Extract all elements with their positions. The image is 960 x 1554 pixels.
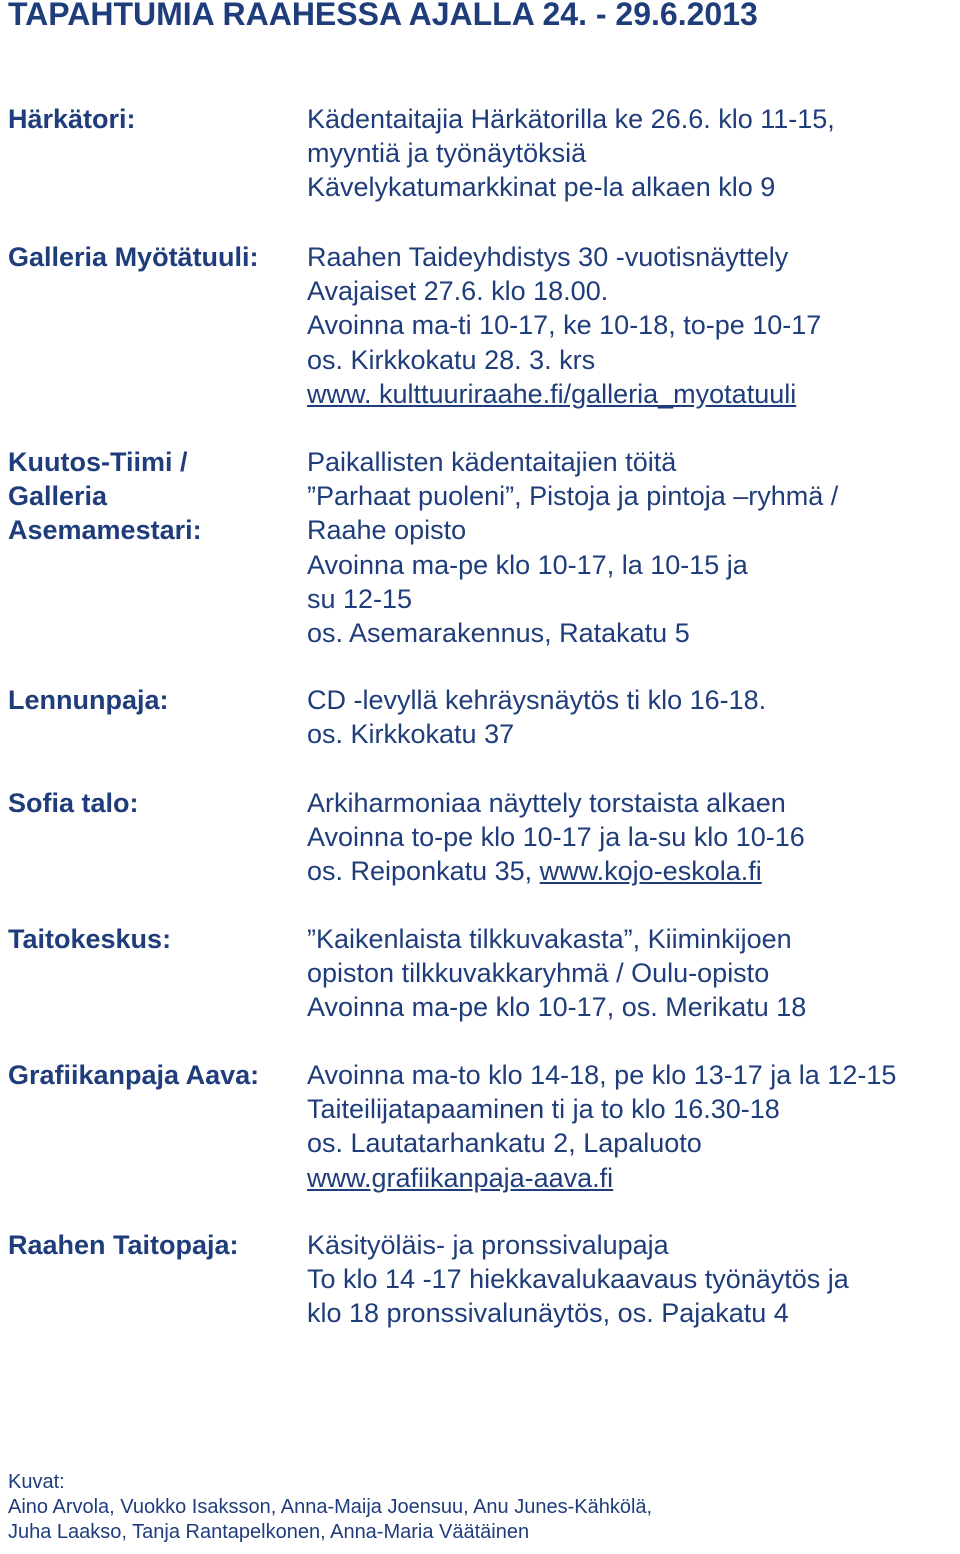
content-line: CD -levyllä kehräysnäytös ti klo 16-18. [307,685,767,715]
content-line: Avoinna to-pe klo 10-17 ja la-su klo 10-16 [307,822,805,853]
section-label [8,1228,239,1262]
section-content [307,1228,849,1331]
section-label [8,683,169,717]
content-line: Paikallisten kädentaitajien töitä [307,447,677,477]
content-line: os. Lautatarhankatu 2, Lapaluoto [307,1128,702,1159]
section-content [307,1058,896,1195]
content-line: Taiteilijatapaaminen ti ja to klo 16.30-18 [307,1094,780,1125]
section-content [307,445,838,650]
label-line: Kuutos-Tiimi / [8,447,188,477]
label-line: Härkätori: [8,104,136,134]
content-line: Avoinna ma-pe klo 10-17, os. Merikatu 18 [307,992,807,1023]
content-line: os. Asemarakennus, Ratakatu 5 [307,618,690,649]
kojo-eskola-link[interactable]: www.kojo-eskola.fi [539,856,762,887]
photo-credits [8,1470,652,1545]
galleria-link[interactable]: www. kulttuuriraahe.fi/galleria_myotatuuli [307,378,797,409]
section-label [8,786,139,820]
section-label [8,445,202,547]
content-line: su 12-15 [307,583,413,614]
content-line: Kävelykatumarkkinat pe-la alkaen klo 9 [307,172,776,203]
label-line: Asemamestari: [8,515,202,545]
section-content [307,240,821,411]
content-line: os. Kirkkokatu 37 [307,719,515,750]
section-content [307,683,766,751]
address-line [307,854,805,888]
section-label [8,102,136,136]
label-line: Galleria [8,481,108,511]
credits-line: Aino Arvola, Vuokko Isaksson, Anna-Maija Joensuu, Anu Junes-Kähkölä, [8,1496,653,1518]
content-line: Avoinna ma-pe klo 10-17, la 10-15 ja [307,549,748,580]
content-line: Kädentaitajia Härkätorilla ke 26.6. klo 11-15, [307,104,835,134]
content-line: Käsityöläis- ja pronssivalupaja [307,1230,669,1260]
label-line: Galleria Myötätuuli: [8,242,259,272]
section-label [8,1058,259,1092]
content-line: To klo 14 -17 hiekkavalukaavaus työnäytös ja [307,1264,849,1295]
content-line: Raahen Taideyhdistys 30 -vuotisnäyttely [307,242,789,272]
content-line: Raahe opisto [307,515,467,546]
content-line: Avajaiset 27.6. klo 18.00. [307,276,609,307]
section-label [8,240,259,274]
content-line: Avoinna ma-to klo 14-18, pe klo 13-17 ja la 12-15 [307,1060,897,1090]
content-line: os. Kirkkokatu 28. 3. krs [307,344,596,375]
label-line: Grafiikanpaja Aava: [8,1060,260,1090]
section-content [307,102,835,205]
content-line: ”Kaikenlaista tilkkuvakasta”, Kiiminkijoen [307,924,792,954]
page-title: TAPAHTUMIA RAAHESSA AJALLA 24. - 29.6.2013 [8,0,758,32]
credits-heading: Kuvat: [8,1471,65,1493]
content-line: Avoinna ma-ti 10-17, ke 10-18, to-pe 10-17 [307,310,822,341]
content-line: ”Parhaat puoleni”, Pistoja ja pintoja –ryhmä / [307,481,839,512]
content-line: myyntiä ja työnäytöksiä [307,138,587,169]
section-content [307,922,806,1025]
content-line: Arkiharmoniaa näyttely torstaista alkaen [307,788,786,818]
label-line: Sofia talo: [8,788,139,818]
credits-line: Juha Laakso, Tanja Rantapelkonen, Anna-Maria Väätäinen [8,1521,530,1543]
label-line: Lennunpaja: [8,685,169,715]
address-text: os. Reiponkatu 35, [307,856,540,887]
grafiikanpaja-link[interactable]: www.grafiikanpaja-aava.fi [307,1162,614,1193]
label-line: Taitokeskus: [8,924,172,954]
section-content [307,786,805,889]
content-line: klo 18 pronssivalunäytös, os. Pajakatu 4 [307,1298,789,1329]
section-label [8,922,171,956]
label-line: Raahen Taitopaja: [8,1230,239,1260]
content-line: opiston tilkkuvakkaryhmä / Oulu-opisto [307,958,770,989]
